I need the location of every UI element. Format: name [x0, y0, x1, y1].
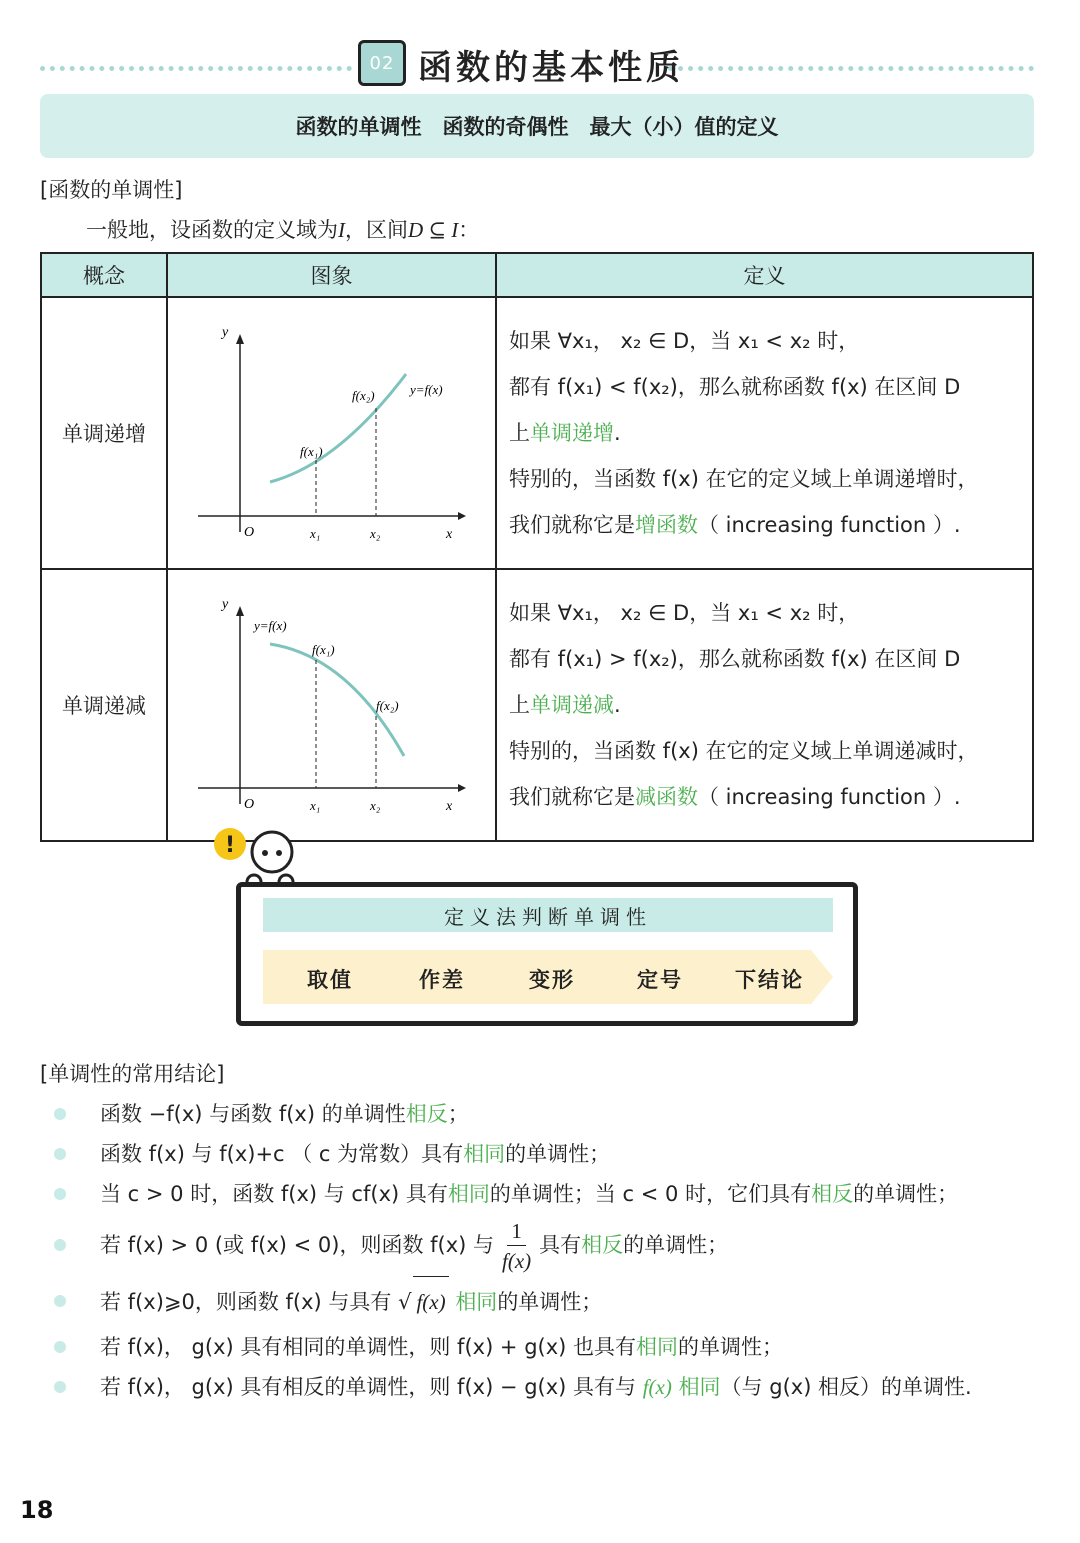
def-inc-line3: [509, 410, 1020, 456]
graph-increasing: [167, 297, 496, 569]
step-4: 定号: [637, 967, 683, 992]
term-increasing: 单调递增: [530, 421, 614, 445]
concept-decreasing: 单调递减: [41, 569, 167, 841]
page-number: 18: [20, 1496, 54, 1524]
def-dec-line3-pre: 上: [509, 693, 530, 717]
term-decreasing: 单调递减: [530, 693, 614, 717]
curve-label: y=f(x): [254, 618, 287, 633]
fx2-label: f(x₂): [352, 388, 375, 403]
graph-decreasing: [167, 569, 496, 841]
table-row-decreasing: [41, 569, 1033, 841]
bullet-icon: [54, 1295, 66, 1307]
list-item: 当 c > 0 时，函数 f(x) 与 cf(x) 具有相同的单调性；当 c < 0 时，它们具有相反的单调性；: [40, 1174, 1040, 1214]
x2-label: x₂: [370, 798, 381, 813]
fx1-label: f(x₁): [300, 444, 323, 459]
header-concept: 概念: [41, 253, 167, 297]
def-dec-line5-post: （ increasing function ）.: [698, 785, 961, 809]
bullet-icon: [54, 1239, 66, 1251]
list-item: 函数 −f(x) 与函数 f(x) 的单调性相反；: [40, 1094, 1040, 1134]
term-decreasing-function: 减函数: [635, 785, 698, 809]
list-item: 函数 f(x) 与 f(x)+c （ c 为常数）具有相同的单调性；: [40, 1134, 1040, 1174]
concept-increasing: 单调递增: [41, 297, 167, 569]
bullet-icon: [54, 1108, 66, 1120]
y-axis-arrow: [236, 334, 244, 344]
def-dec-line5-pre: 我们就称它是: [509, 785, 635, 809]
list-item: 若 f(x)⩾0，则函数 f(x) 与具有 √ f(x) 相同的单调性；: [40, 1276, 1040, 1327]
x1-label: x₁: [310, 798, 321, 813]
bullet-icon: [54, 1148, 66, 1160]
x-axis-arrow: [458, 512, 466, 520]
def-dec-line4: 特别的，当函数 f(x) 在它的定义域上单调递减时，: [509, 739, 979, 763]
origin-label: O: [244, 797, 255, 812]
callout-title: 定义法判断单调性: [263, 898, 833, 932]
def-dec-line3: [509, 682, 1020, 728]
header-definition: 定义: [496, 253, 1033, 297]
def-inc-line3-pre: 上: [509, 421, 530, 445]
def-inc-line3-post: .: [614, 421, 621, 445]
def-inc-line1: 如果 ∀x₁， x₂ ∈ D，当 x₁ < x₂ 时，: [509, 329, 860, 353]
intro-domain: I: [338, 218, 345, 242]
x1-label: x₁: [310, 526, 321, 541]
x2-label: x₂: [370, 526, 381, 541]
intro-prefix: 一般地，设函数的定义域为: [86, 218, 338, 242]
bullet-icon: [54, 1341, 66, 1353]
fx1-label: f(x₁): [312, 642, 335, 657]
curve-label: y=f(x): [410, 382, 443, 397]
y-axis-label: y: [222, 597, 229, 612]
list-item: 若 f(x)， g(x) 具有相同的单调性，则 f(x) + g(x) 也具有相同的单调性；: [40, 1327, 1040, 1367]
topics-banner: 函数的单调性 函数的奇偶性 最大（小）值的定义: [40, 94, 1034, 158]
chapter-title: 函数的基本性质: [418, 48, 684, 88]
section-title-monotonicity: [函数的单调性]: [40, 178, 183, 202]
intro-mid: ，区间: [345, 218, 408, 242]
alert-mark: !: [225, 833, 236, 858]
fx2-label: f(x₂): [376, 698, 399, 713]
definition-increasing: [496, 297, 1033, 569]
list-item: 若 f(x)， g(x) 具有相反的单调性，则 f(x) − g(x) 具有与 f(x) 相同（与 g(x) 相反）的单调性.: [40, 1367, 1040, 1407]
step-2: 作差: [419, 967, 465, 992]
y-axis-arrow: [236, 606, 244, 616]
def-inc-line5-post: （ increasing function ）.: [698, 513, 961, 537]
header-dotted-line-left: [40, 66, 352, 71]
def-dec-line2: 都有 f(x₁) > f(x₂)，那么就称函数 f(x) 在区间 D: [509, 647, 961, 671]
monotonicity-table: [40, 252, 1034, 842]
section-title-conclusions: [单调性的常用结论]: [40, 1062, 225, 1086]
x-axis-label: x: [446, 799, 453, 814]
chapter-number-badge: 02: [358, 40, 406, 86]
table-row-increasing: [41, 297, 1033, 569]
bullet-icon: [54, 1188, 66, 1200]
decreasing-graph-svg: [168, 576, 495, 830]
intro-suffix: ：: [458, 218, 480, 242]
conclusions-list: [40, 1094, 1040, 1407]
step-3: 变形: [529, 967, 575, 992]
sqrt-expression: f(x): [413, 1276, 448, 1327]
x-axis-label: x: [446, 527, 453, 542]
header-graph: 图象: [167, 253, 496, 297]
def-inc-line2: 都有 f(x₁) < f(x₂)，那么就称函数 f(x) 在区间 D: [509, 375, 961, 399]
def-dec-line3-post: .: [614, 693, 621, 717]
steps-row: [263, 950, 833, 1004]
bullet-icon: [54, 1381, 66, 1393]
header-dotted-line-right: [668, 66, 1034, 71]
step-1: 取值: [307, 967, 353, 992]
definition-decreasing: [496, 569, 1033, 841]
def-inc-line4: 特别的，当函数 f(x) 在它的定义域上单调递增时，: [509, 467, 979, 491]
list-item: 若 f(x) > 0 (或 f(x) < 0)，则函数 f(x) 与 $\frac{1}{f(x)}$ 具有相反的单调性；: [40, 1214, 1040, 1276]
term-increasing-function: 增函数: [635, 513, 698, 537]
increasing-curve: [270, 374, 406, 482]
table-header-row: [41, 253, 1033, 297]
def-inc-line5-pre: 我们就称它是: [509, 513, 635, 537]
fraction: $\frac{1}{f(x)}$: [502, 1218, 532, 1273]
y-axis-label: y: [222, 325, 229, 340]
def-inc-line5: [509, 502, 1020, 548]
step-5: 下结论: [735, 967, 804, 992]
def-dec-line1: 如果 ∀x₁， x₂ ∈ D，当 x₁ < x₂ 时，: [509, 601, 860, 625]
increasing-graph-svg: [168, 304, 495, 558]
intro-subset: D ⊆ I: [408, 218, 459, 242]
origin-label: O: [244, 525, 255, 540]
mascot-head: [252, 832, 292, 872]
def-dec-line5: [509, 774, 1020, 820]
x-axis-arrow: [458, 784, 466, 792]
intro-text: [86, 214, 479, 244]
